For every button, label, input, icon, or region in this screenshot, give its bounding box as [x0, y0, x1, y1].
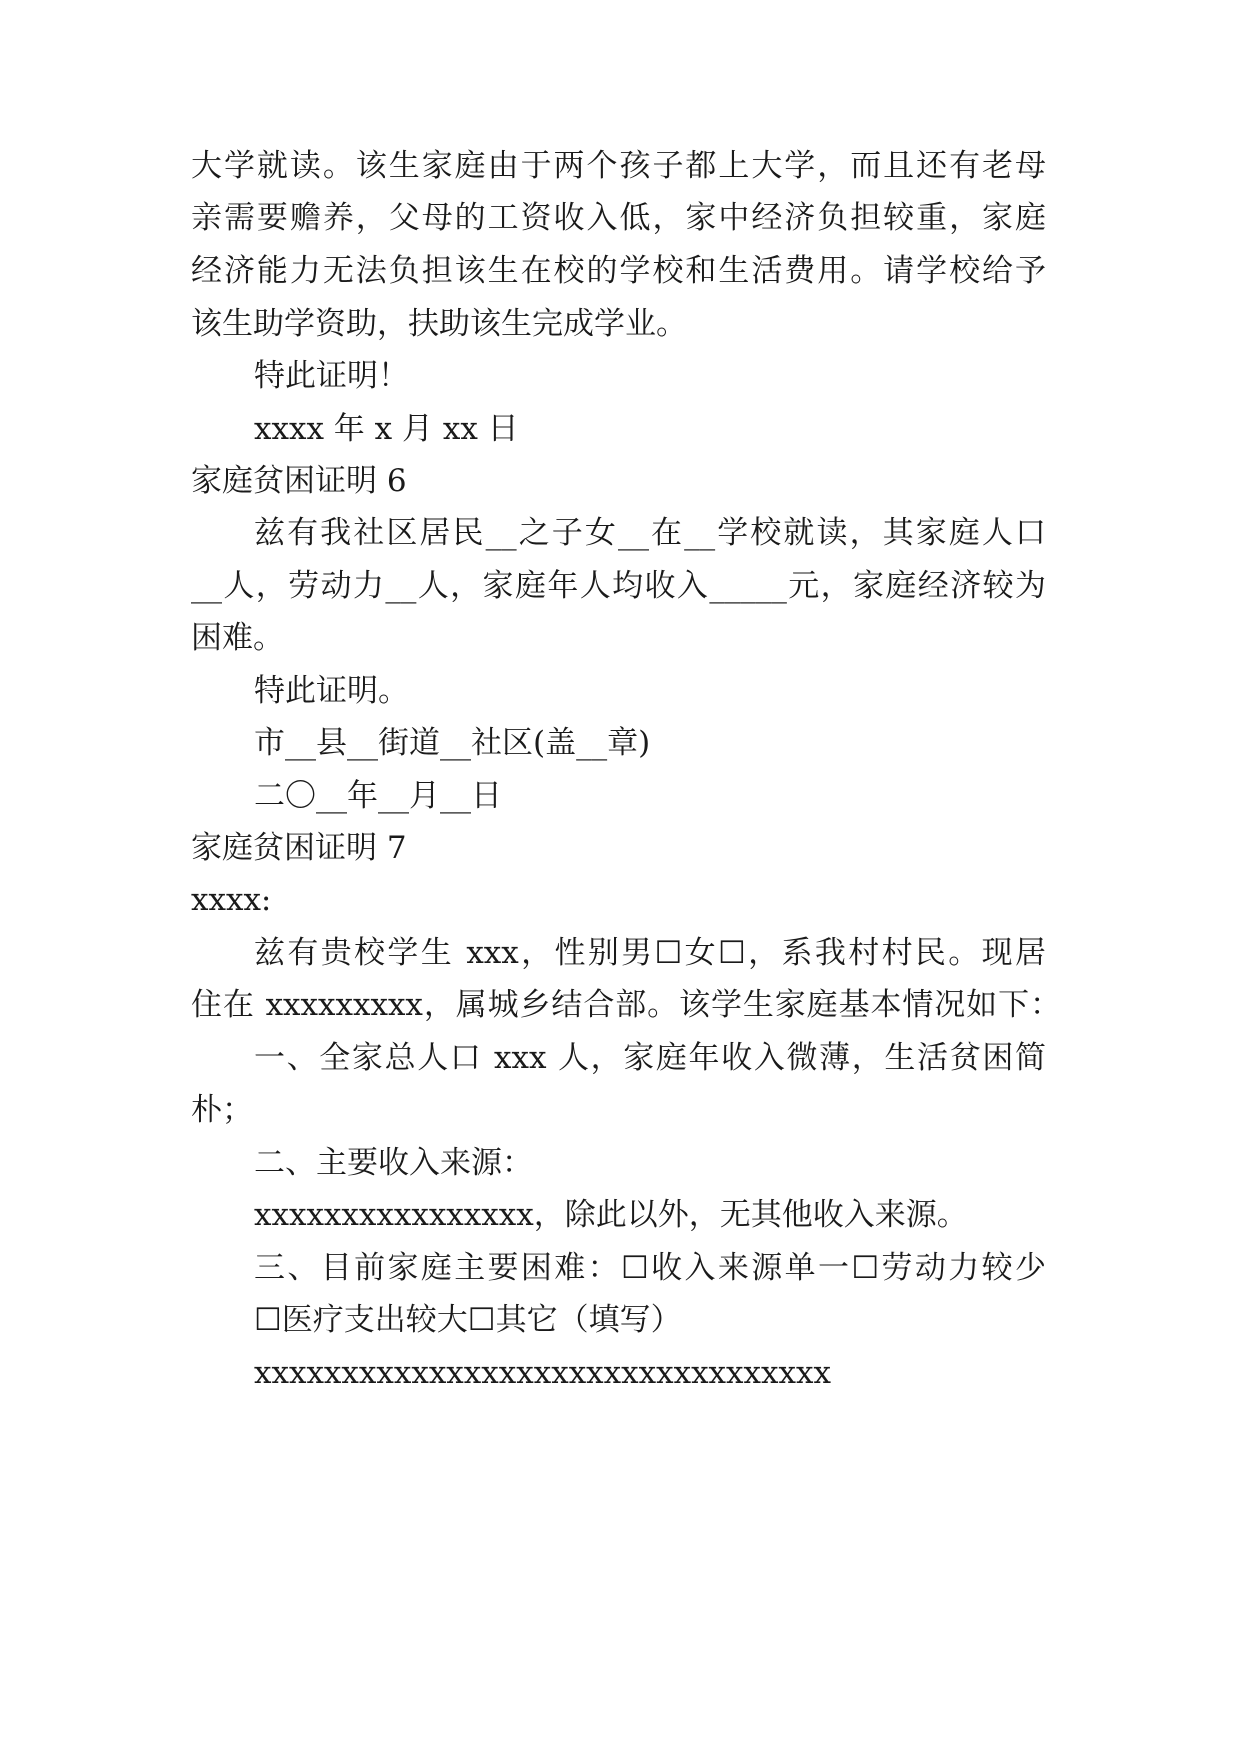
date-line: xxxx 年 x 月 xx 日 — [254, 411, 519, 447]
list-item-line: ☐医疗支出较大☐其它（填写） — [254, 1302, 682, 1338]
paragraph-line: 亲需要赡养，父母的工资收入低，家中经济负担较重，家庭 — [191, 200, 1046, 236]
paragraph-line: 大学就读。该生家庭由于两个孩子都上大学，而且还有老母 — [191, 148, 1046, 184]
list-item-detail: xxxxxxxxxxxxxxxxxxxxxxxxxxxxxxxxx — [254, 1355, 831, 1391]
paragraph-line: 住在 xxxxxxxxx，属城乡结合部。该学生家庭基本情况如下： — [191, 987, 1061, 1023]
paragraph-line: 该生助学资助，扶助该生完成学业。 — [191, 306, 687, 342]
date-line: 二〇__年__月__日 — [254, 778, 502, 814]
list-item-line: 三、目前家庭主要困难：☐收入来源单一☐劳动力较少 — [254, 1250, 1046, 1286]
paragraph-line: 兹有我社区居民__之子女__在__学校就读，其家庭人口 — [254, 515, 1046, 551]
closing-text: 特此证明！ — [254, 358, 409, 394]
section-title: 家庭贫困证明 6 — [191, 463, 407, 499]
section-title: 家庭贫困证明 7 — [191, 830, 407, 866]
list-item-title: 二、主要收入来源： — [254, 1145, 533, 1181]
list-item-detail: xxxxxxxxxxxxxxxx，除此以外，无其他收入来源。 — [254, 1197, 968, 1233]
closing-text: 特此证明。 — [254, 673, 409, 709]
paragraph-line: __人，劳动力__人，家庭年人均收入_____元，家庭经济较为 — [191, 568, 1046, 604]
list-item-line: 朴； — [191, 1092, 253, 1128]
signature-line: 市__县__街道__社区(盖__章) — [254, 725, 651, 761]
paragraph-line: 兹有贵校学生 xxx，性别男☐女☐，系我村村民。现居 — [254, 935, 1046, 971]
paragraph-line: 困难。 — [191, 620, 284, 656]
paragraph-line: 经济能力无法负担该生在校的学校和生活费用。请学校给予 — [191, 253, 1046, 289]
list-item-line: 一、全家总人口 xxx 人，家庭年收入微薄，生活贫困简 — [254, 1040, 1046, 1076]
salutation: xxxx: — [191, 882, 272, 918]
